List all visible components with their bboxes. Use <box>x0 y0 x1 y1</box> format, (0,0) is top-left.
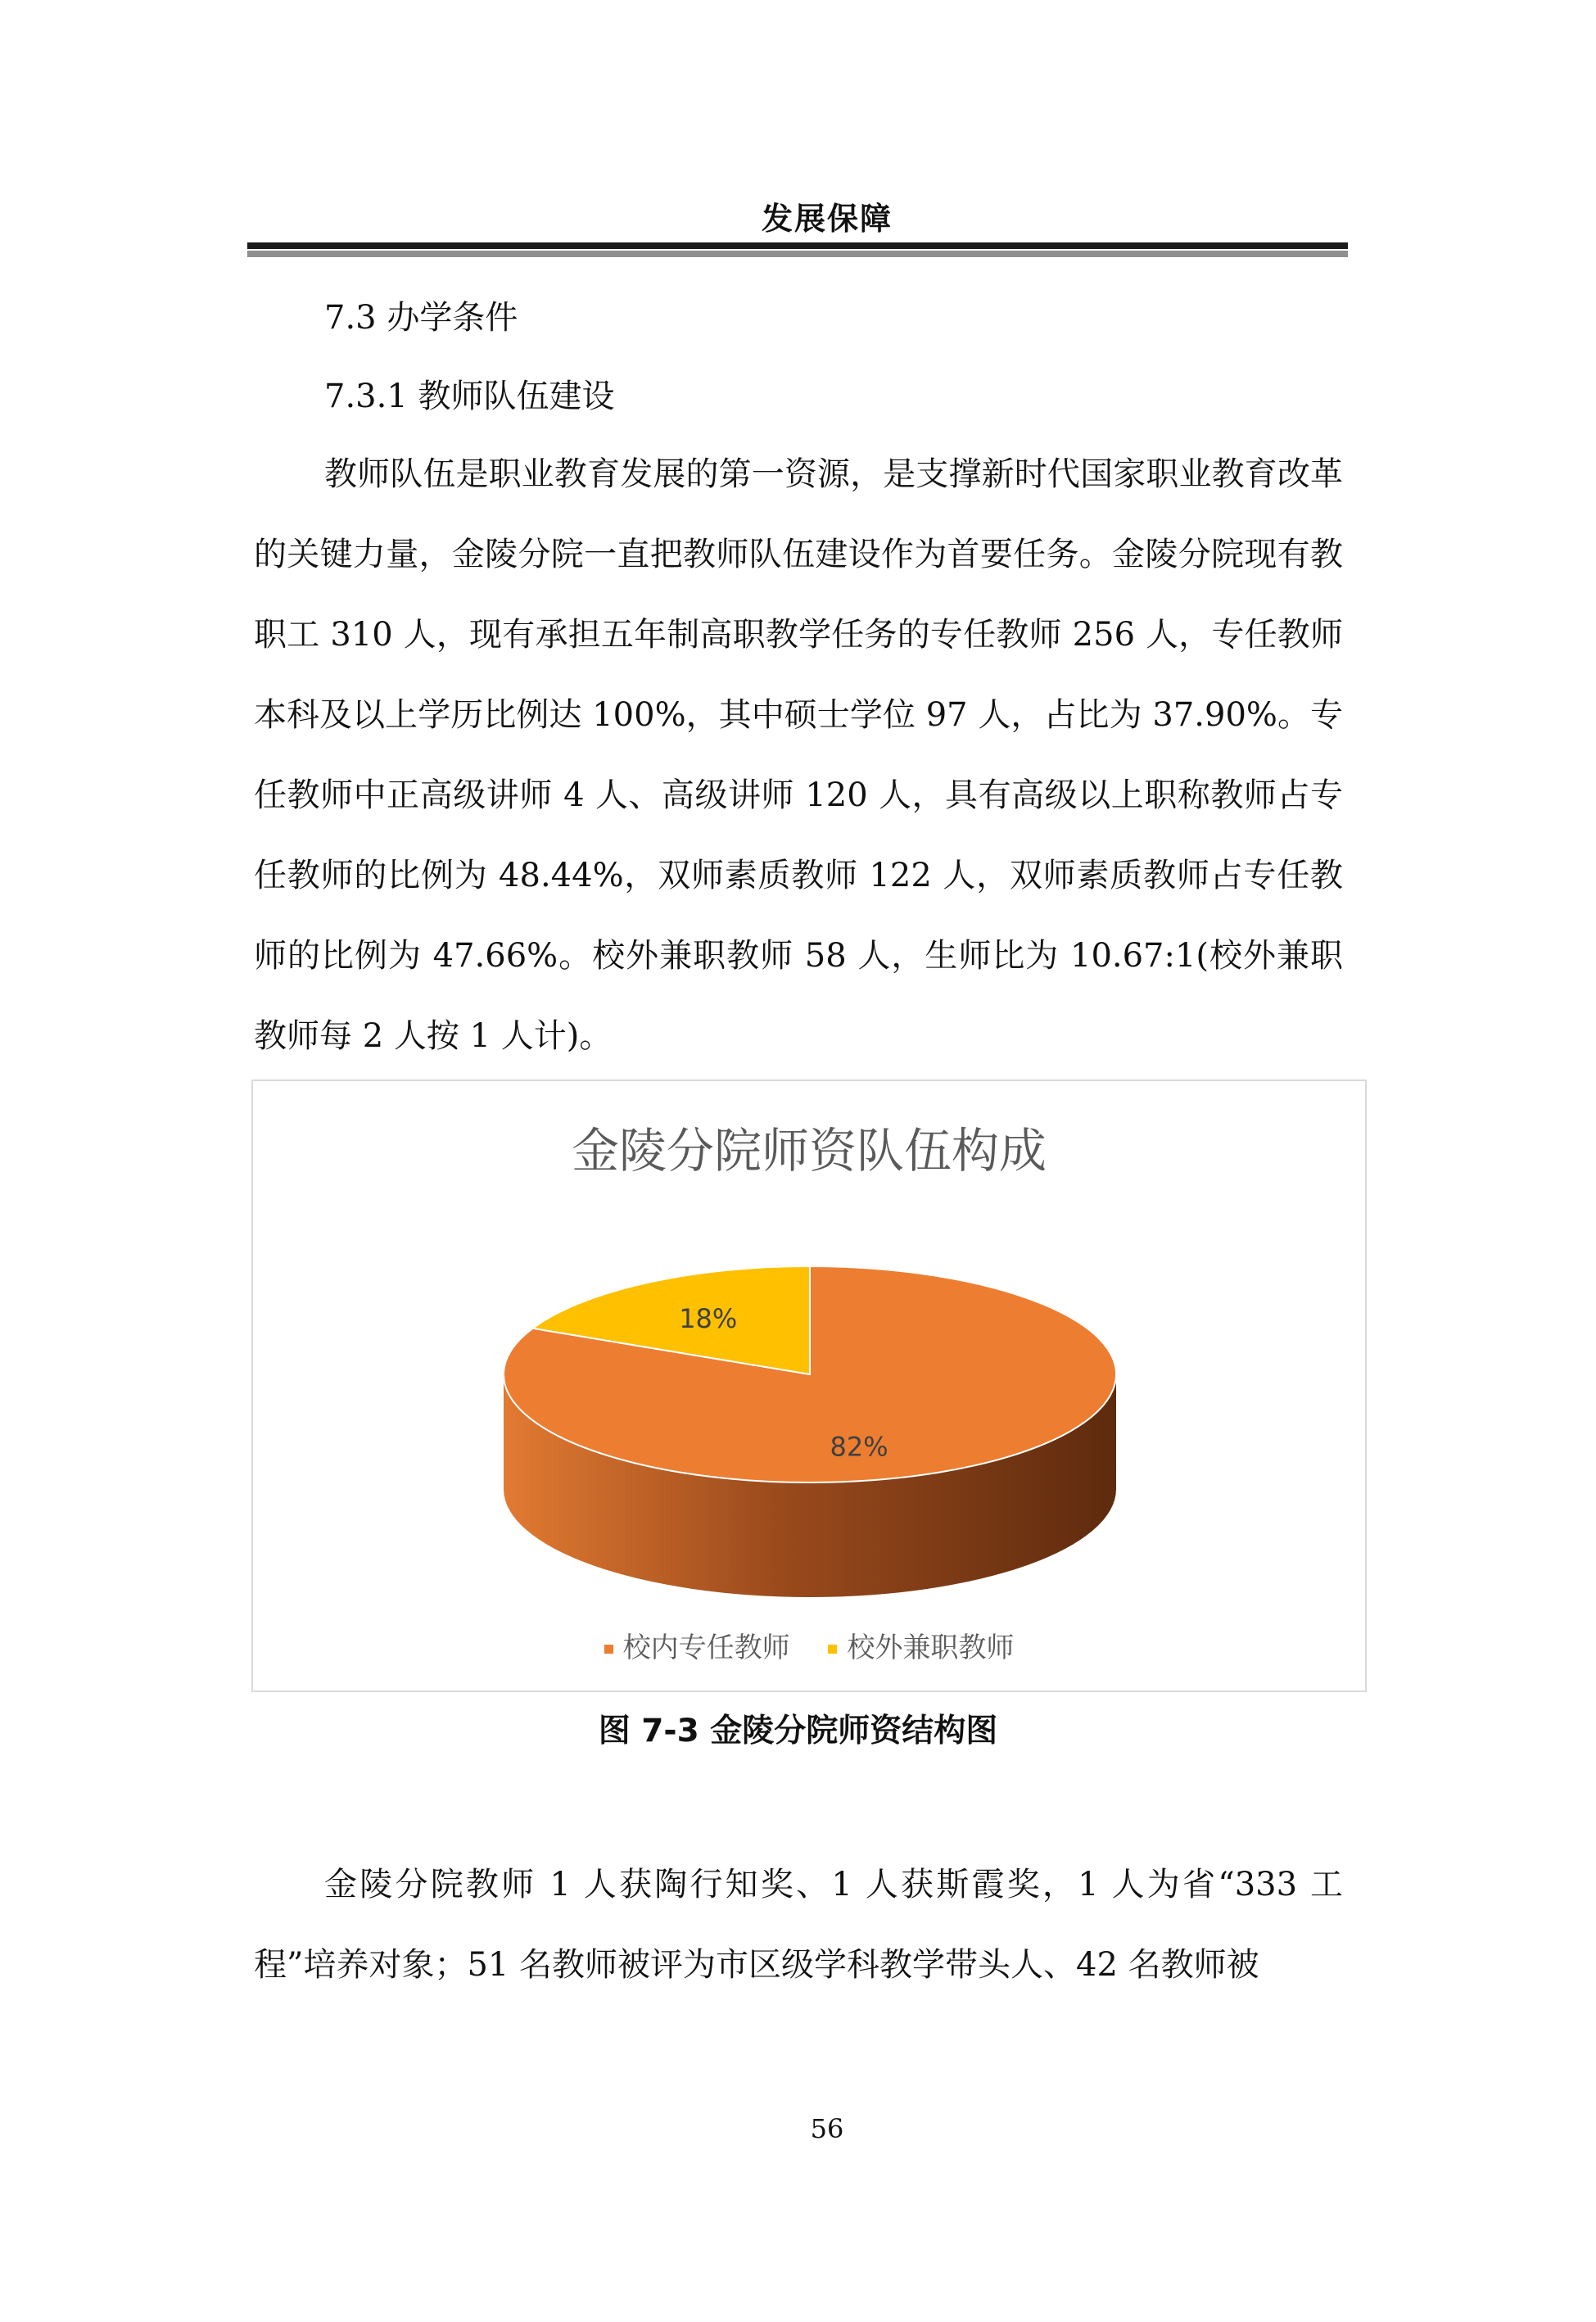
legend-swatch-yellow <box>828 1645 837 1654</box>
pie-data-label-0: 82% <box>830 1431 888 1463</box>
body-paragraph-1: 教师队伍是职业教育发展的第一资源，是支撑新时代国家职业教育改革的关键力量，金陵分院一直把教师队伍建设作为首要任务。金陵分院现有教职工 310 人，现有承担五年制高职教学任务的专任教师 256 人，专任教师本科及以上学历比例达 100%，其中硕士学位 97 人，占比为 37.90%。专任教师中正高级讲师 4 人、高级讲师 120 人，具有高级以上职称教师占专任教师的比例为 48.44%，双师素质教师 122 人，双师素质教师占专任教师的比例为 47.66%。校外兼职教师 58 人，生师比为 10.67:1(校外兼职教师每 2 人按 1 人计)。 <box>254 455 1343 1055</box>
figure-caption: 图 7-3 金陵分院师资结构图 <box>598 1713 998 1749</box>
chart-title: 金陵分院师资队伍构成 <box>571 1123 1047 1179</box>
pie-chart-canvas <box>253 1081 1365 1691</box>
subsection-heading: 7.3.1 教师队伍建设 <box>324 378 615 415</box>
body-paragraph-2: 金陵分院教师 1 人获陶行知奖、1 人获斯霞奖，1 人为省“333 工程”培养对象；51 名教师被评为市区级学科教学带头人、42 名教师被 <box>254 1866 1343 1984</box>
running-header: 发展保障 <box>761 201 893 237</box>
legend-item-part-time <box>828 1625 1014 1665</box>
legend-item-full-time <box>604 1625 790 1665</box>
section-heading: 7.3 办学条件 <box>324 299 518 337</box>
page-number: 56 <box>810 2113 844 2144</box>
pie-data-label-1: 18% <box>679 1302 738 1334</box>
chart-legend <box>253 1625 1365 1665</box>
pie-chart <box>251 1080 1367 1692</box>
legend-label-part-time: 校外兼职教师 <box>847 1632 1015 1664</box>
header-rule <box>247 242 1348 257</box>
legend-swatch-orange <box>604 1645 613 1654</box>
legend-label-full-time: 校内专任教师 <box>622 1632 790 1664</box>
